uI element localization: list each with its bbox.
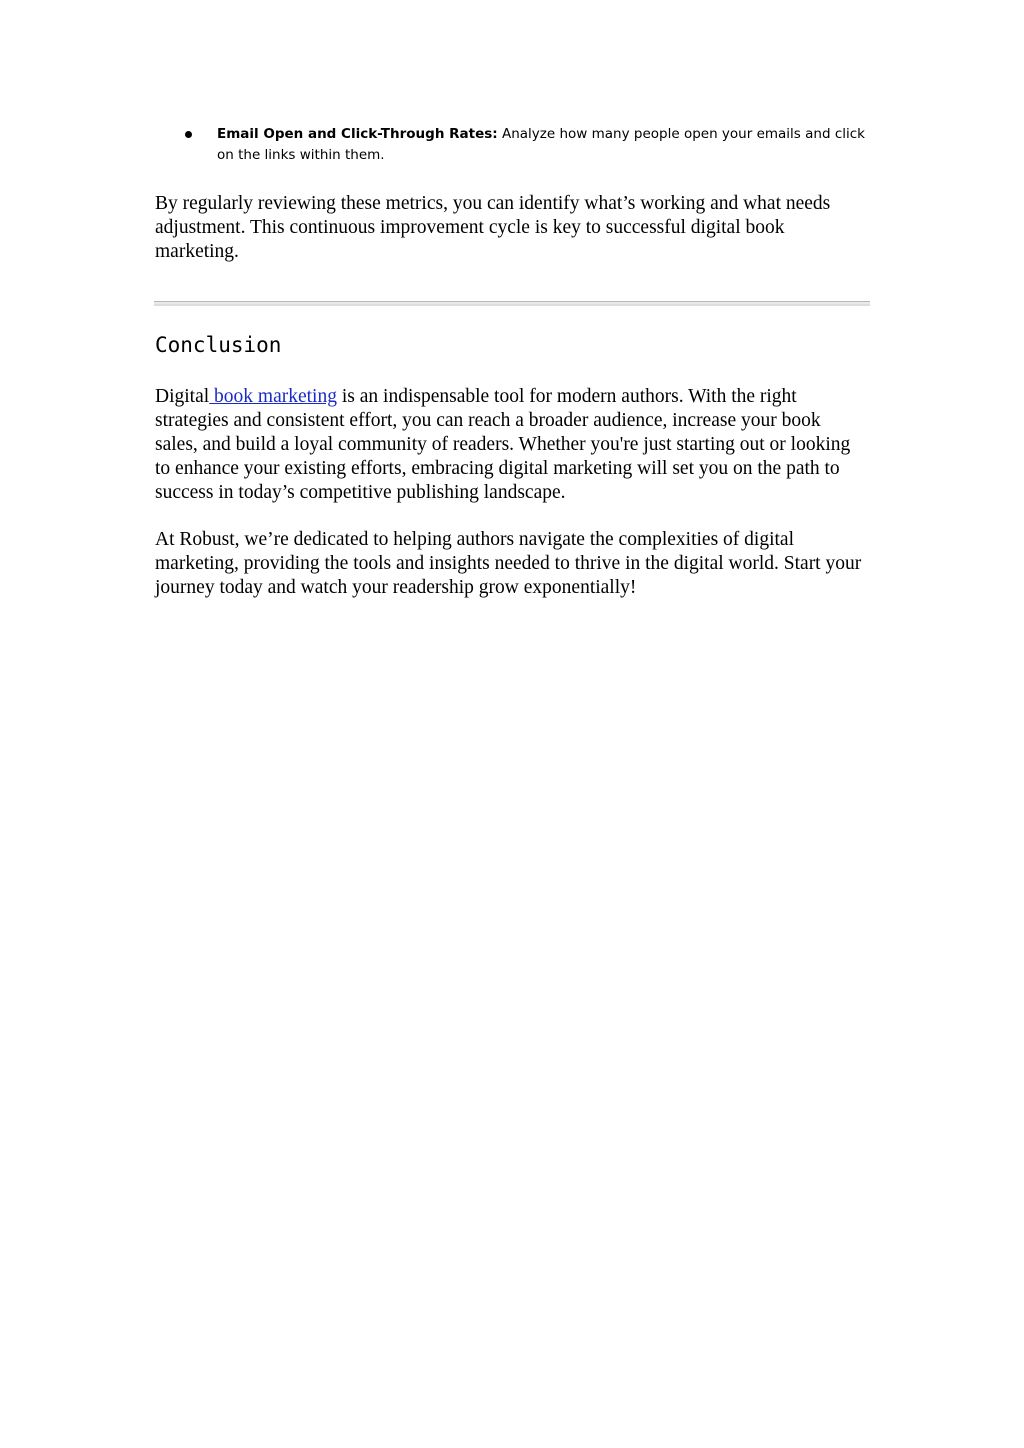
conclusion-text-start: Digital [155,386,210,407]
bullet-dot-icon [185,131,192,138]
conclusion-text-rest: is an indispensable tool for modern authors. With the right strategies and consistent effort, you can reach a broader audience, increase your book sales, and build a loyal community of readers. Whether you're just starting out or looking to enhance your existing efforts, embracing digital marketing will set you on the path to success in today’s competitive publishing landscape. [155,386,851,503]
bullet-title: Email Open and Click-Through Rates: [217,126,498,142]
metrics-bullet-list [185,124,865,166]
bullet-text: Analyze how many people open your emails and click on the links within them. [217,126,865,163]
list-item [185,124,865,166]
conclusion-paragraph [155,385,867,505]
section-divider [154,301,870,306]
robust-closing-paragraph: At Robust, we’re dedicated to helping authors navigate the complexities of digital marketing, providing the tools and insights needed to thrive in the digital world. Start your journey today and watch your readership grow exponentially! [155,529,862,598]
conclusion-heading: Conclusion [155,333,282,357]
metrics-summary-paragraph: By regularly reviewing these metrics, you can identify what’s working and what needs adjustment. This continuous improvement cycle is key to successful digital book marketing. [155,193,831,262]
book-marketing-link[interactable]: book marketing [209,386,337,407]
